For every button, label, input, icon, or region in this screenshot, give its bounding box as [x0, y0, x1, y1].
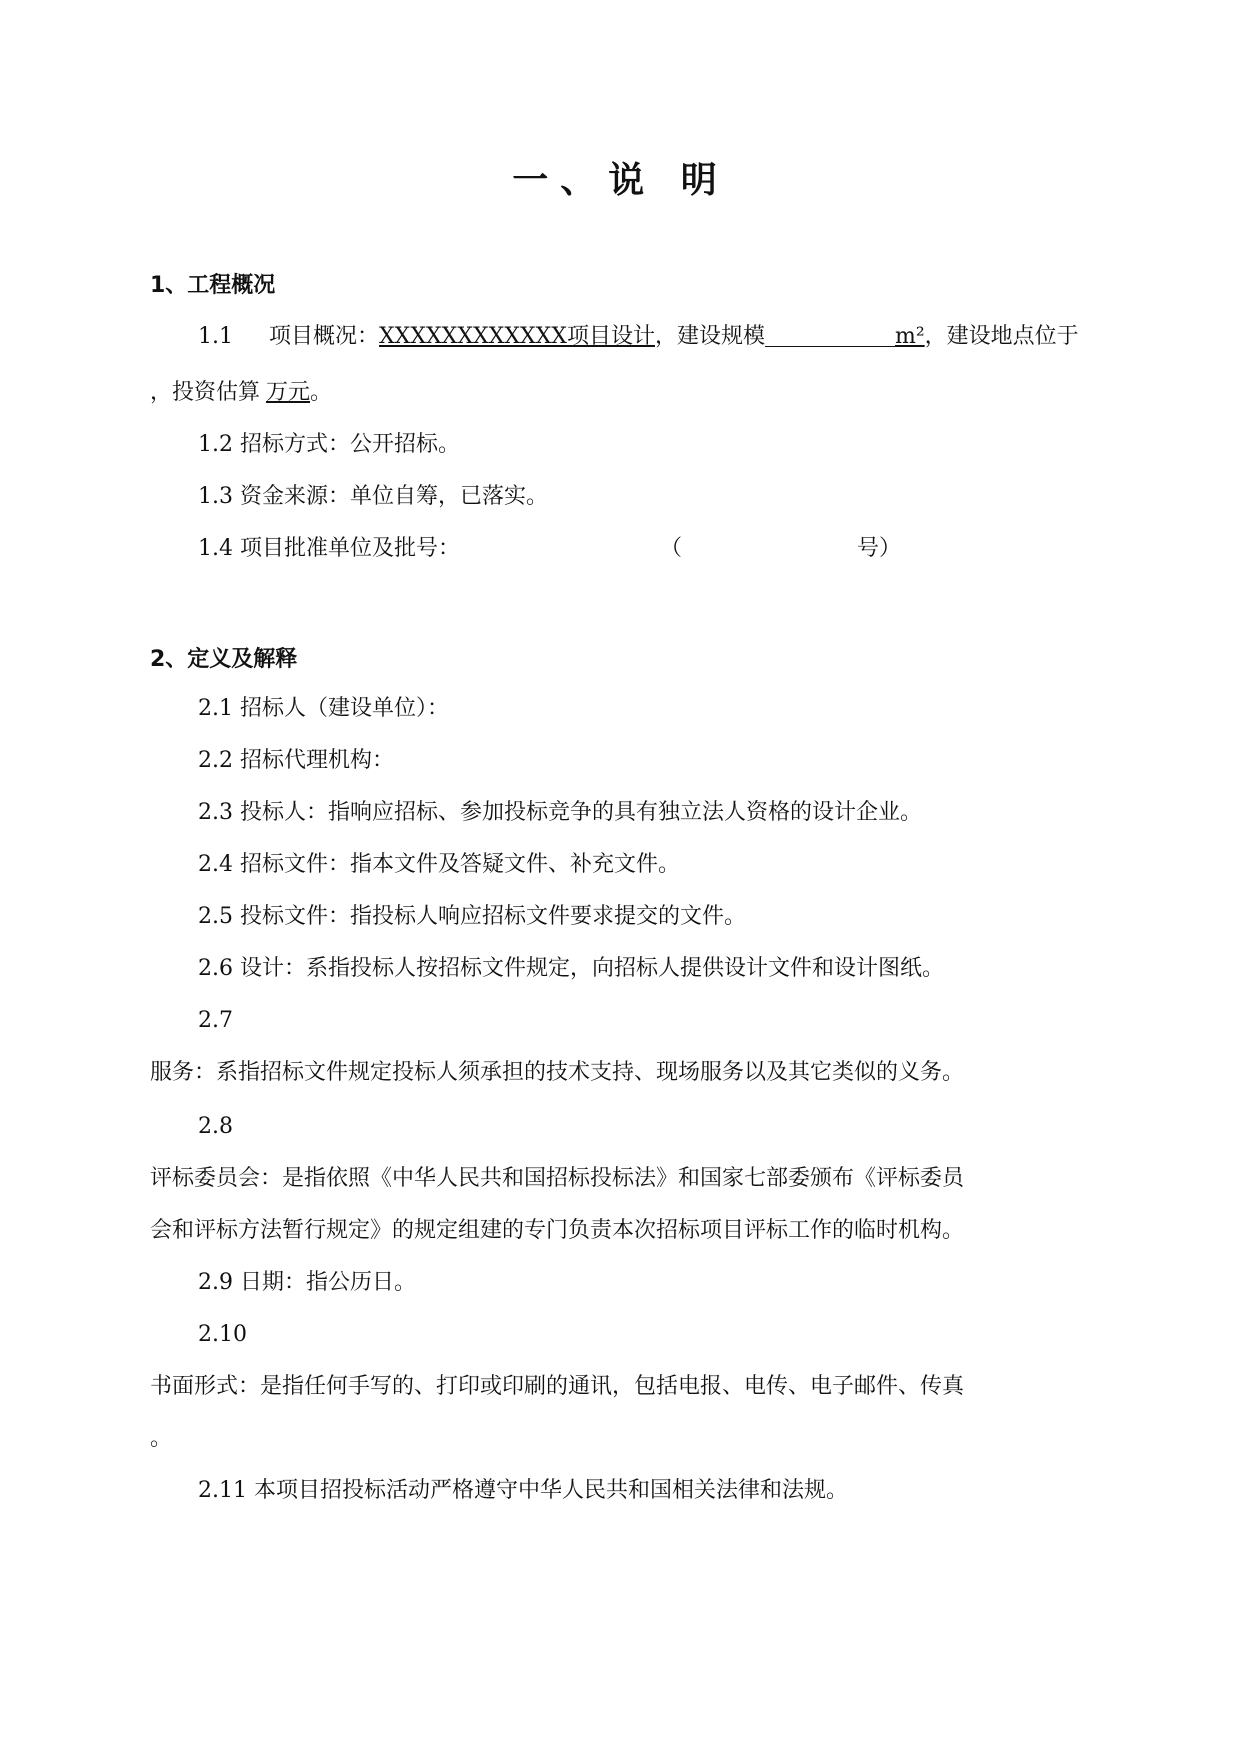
paragraph-2-4: 2.4 招标文件：指本文件及答疑文件、补充文件。	[198, 852, 680, 877]
scale-blank	[765, 324, 895, 347]
paragraph-1-1-line1	[198, 322, 1079, 352]
page-title: 一、说 明	[512, 160, 729, 201]
paragraph-1-3: 1.3 资金来源：单位自筹，已落实。	[198, 484, 548, 509]
paragraph-2-2: 2.2 招标代理机构：	[198, 748, 394, 773]
paragraph-2-10-line1: 书面形式：是指任何手写的、打印或印刷的通讯，包括电报、电传、电子邮件、传真	[150, 1374, 965, 1399]
invest-unit: 万元	[266, 380, 311, 405]
paragraph-1-1-line2	[150, 378, 332, 408]
approval-open-paren: （	[659, 536, 682, 561]
paragraph-2-8-line2: 会和评标方法暂行规定》的规定组建的专门负责本次招标项目评标工作的临时机构。	[150, 1218, 965, 1243]
approval-label: 1.4 项目批准单位及批号：	[198, 536, 460, 561]
paragraph-2-8-line1: 评标委员会：是指依照《中华人民共和国招标投标法》和国家七部委颁布《评标委员	[150, 1166, 965, 1191]
clause-label: 项目概况：	[269, 324, 380, 349]
location-label: ，建设地点位于	[924, 324, 1079, 349]
paragraph-2-5: 2.5 投标文件：指投标人响应招标文件要求提交的文件。	[198, 904, 746, 929]
paragraph-2-7-text: 服务：系指招标文件规定投标人须承担的技术支持、现场服务以及其它类似的义务。	[150, 1060, 965, 1085]
paragraph-2-6: 2.6 设计：系指投标人按招标文件规定，向招标人提供设计文件和设计图纸。	[198, 956, 944, 981]
period: 。	[310, 380, 333, 405]
approval-close: 号）	[857, 536, 902, 561]
section-heading-definitions: 2、定义及解释	[150, 647, 298, 672]
paragraph-2-10-number: 2.10	[198, 1322, 247, 1347]
section-heading-overview: 1、工程概况	[150, 273, 276, 298]
paragraph-1-2: 1.2 招标方式：公开招标。	[198, 432, 460, 457]
clause-number: 1.1	[198, 324, 233, 349]
paragraph-2-11: 2.11 本项目招投标活动严格遵守中华人民共和国相关法律和法规。	[198, 1478, 848, 1503]
paragraph-2-8-number: 2.8	[198, 1114, 233, 1139]
paragraph-2-7-number: 2.7	[198, 1008, 233, 1033]
paragraph-1-4	[198, 534, 901, 564]
paragraph-2-1: 2.1 招标人（建设单位）：	[198, 696, 449, 721]
scale-label: ，建设规模	[654, 324, 765, 349]
paragraph-2-10-line2: 。	[150, 1426, 173, 1451]
paragraph-2-3: 2.3 投标人：指响应招标、参加投标竞争的具有独立法人资格的设计企业。	[198, 800, 922, 825]
invest-label: ，投资估算	[150, 380, 261, 405]
project-name: XXXXXXXXXXXX项目设计	[379, 324, 655, 349]
area-unit: m²	[894, 324, 925, 349]
paragraph-2-9: 2.9 日期：指公历日。	[198, 1270, 416, 1295]
